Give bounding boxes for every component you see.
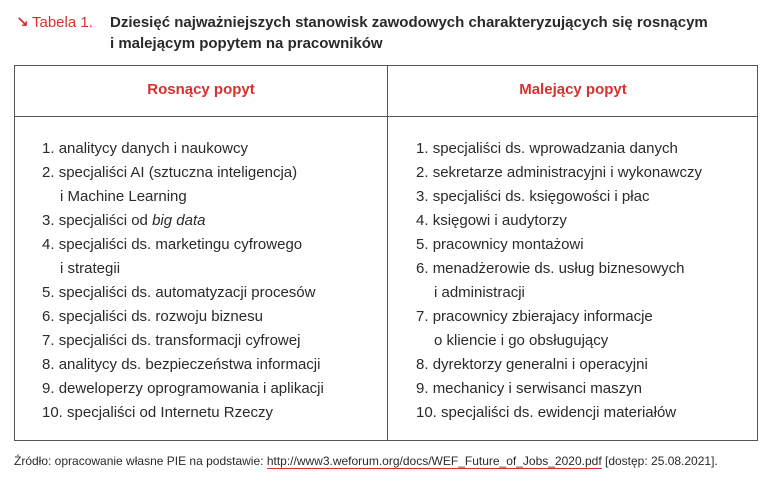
list-item bbox=[416, 209, 756, 233]
item-number: 5. bbox=[416, 236, 429, 253]
source-note bbox=[14, 454, 718, 468]
item-text: specjaliści AI (sztuczna inteligencja) bbox=[58, 164, 298, 181]
list-item bbox=[42, 329, 382, 353]
item-text: sekretarze administracyjni i wykonawczy bbox=[432, 164, 702, 181]
item-number: 8. bbox=[416, 356, 429, 373]
item-number: 7. bbox=[42, 332, 55, 349]
item-number: 5. bbox=[42, 284, 55, 301]
list-item bbox=[416, 137, 756, 161]
item-text: specjaliści ds. marketingu cyfrowego bbox=[58, 236, 303, 253]
item-text: specjaliści ds. rozwoju biznesu bbox=[58, 308, 263, 325]
item-text: analitycy danych i naukowcy bbox=[58, 140, 248, 157]
item-text: analitycy ds. bezpieczeństwa informacji bbox=[58, 356, 321, 373]
list-item bbox=[416, 233, 756, 257]
item-number: 4. bbox=[42, 236, 55, 253]
item-text: księgowi i audytorzy bbox=[432, 212, 567, 229]
growing-demand-list bbox=[42, 137, 382, 425]
item-number: 9. bbox=[416, 380, 429, 397]
item-number: 1. bbox=[416, 140, 429, 157]
item-number: 2. bbox=[42, 164, 55, 181]
item-text: specjaliści od bbox=[58, 212, 153, 229]
item-number: 8. bbox=[42, 356, 55, 373]
growing-demand-header: Rosnący popyt bbox=[147, 81, 255, 98]
list-item bbox=[42, 209, 382, 233]
source-link[interactable]: http://www3.weforum.org/docs/WEF_Future_of_Jobs_2020.pdf bbox=[266, 454, 602, 468]
item-text: pracownicy zbierajacy informacje bbox=[432, 308, 653, 325]
list-item bbox=[416, 305, 756, 353]
header-divider bbox=[15, 116, 757, 117]
table-title bbox=[110, 12, 750, 54]
item-text: specjaliści ds. transformacji cyfrowej bbox=[58, 332, 301, 349]
item-number: 2. bbox=[416, 164, 429, 181]
item-number: 10. bbox=[416, 404, 437, 421]
item-text: pracownicy montażowi bbox=[432, 236, 584, 253]
item-text-continued: i administracji bbox=[434, 284, 525, 301]
item-text: specjaliści ds. ewidencji materiałów bbox=[441, 404, 677, 421]
item-text-continued: o kliencie i go obsługujący bbox=[434, 332, 609, 349]
list-item bbox=[42, 281, 382, 305]
item-number: 9. bbox=[42, 380, 55, 397]
item-text: menadżerowie ds. usług biznesowych bbox=[432, 260, 685, 277]
item-text: specjaliści od Internetu Rzeczy bbox=[67, 404, 273, 421]
list-item bbox=[42, 233, 382, 281]
list-item bbox=[416, 161, 756, 185]
table-number-label: Tabela 1. bbox=[32, 14, 93, 31]
jobs-table bbox=[14, 65, 758, 441]
source-suffix: [dostęp: 25.08.2021]. bbox=[601, 454, 718, 468]
item-text: deweloperzy oprogramowania i aplikacji bbox=[58, 380, 324, 397]
arrow-down-right-icon: ↘ bbox=[16, 14, 29, 31]
declining-demand-list bbox=[416, 137, 756, 425]
item-text: dyrektorzy generalni i operacyjni bbox=[432, 356, 648, 373]
list-item bbox=[416, 257, 756, 305]
list-item bbox=[42, 161, 382, 209]
item-text: mechanicy i serwisanci maszyn bbox=[432, 380, 642, 397]
item-number: 7. bbox=[416, 308, 429, 325]
list-item bbox=[42, 305, 382, 329]
item-text-italic: big data bbox=[152, 212, 206, 229]
table-title-line1: Dziesięć najważniejszych stanowisk zawodowych charakteryzujących się rosnącym bbox=[110, 14, 708, 31]
column-divider bbox=[387, 66, 388, 440]
list-item bbox=[416, 401, 756, 425]
source-prefix: Źródło: opracowanie własne PIE na podstawie: bbox=[14, 454, 267, 468]
item-text: specjaliści ds. automatyzacji procesów bbox=[58, 284, 316, 301]
list-item bbox=[42, 137, 382, 161]
item-number: 1. bbox=[42, 140, 55, 157]
table-title-line2: i malejącym popytem na pracowników bbox=[110, 35, 383, 52]
item-number: 4. bbox=[416, 212, 429, 229]
item-text: specjaliści ds. księgowości i płac bbox=[432, 188, 650, 205]
list-item bbox=[42, 353, 382, 377]
list-item bbox=[416, 377, 756, 401]
item-number: 3. bbox=[42, 212, 55, 229]
list-item bbox=[42, 401, 382, 425]
declining-demand-header: Malejący popyt bbox=[519, 81, 627, 98]
list-item bbox=[42, 377, 382, 401]
list-item bbox=[416, 353, 756, 377]
item-number: 6. bbox=[42, 308, 55, 325]
item-text-continued: i strategii bbox=[60, 260, 121, 277]
item-number: 10. bbox=[42, 404, 63, 421]
item-number: 3. bbox=[416, 188, 429, 205]
list-item bbox=[416, 185, 756, 209]
item-number: 6. bbox=[416, 260, 429, 277]
item-text-continued: i Machine Learning bbox=[60, 188, 187, 205]
item-text: specjaliści ds. wprowadzania danych bbox=[432, 140, 678, 157]
